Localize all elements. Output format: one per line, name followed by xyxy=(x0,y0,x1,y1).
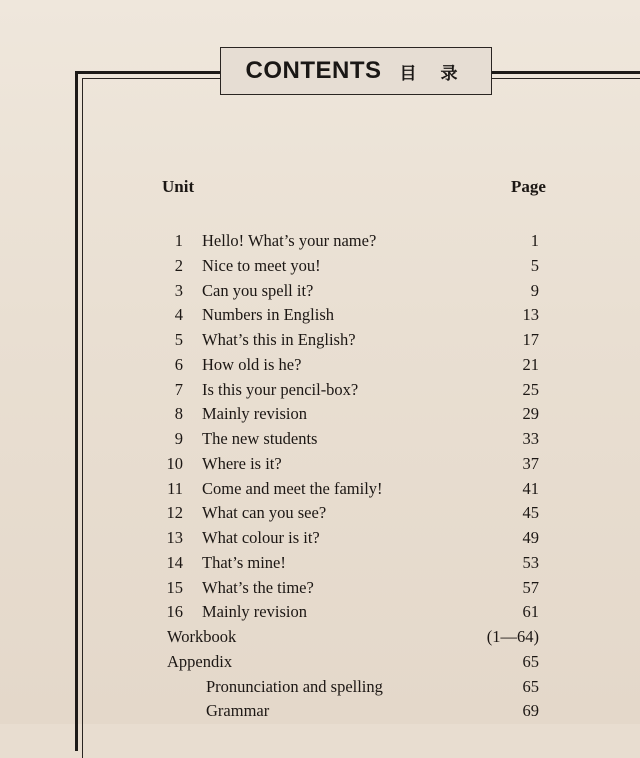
toc-entry xyxy=(0,355,640,379)
page-number: 61 xyxy=(522,602,539,622)
entry-title: Appendix xyxy=(167,651,233,671)
page-number: 17 xyxy=(522,330,539,349)
page-number: 49 xyxy=(522,528,539,547)
page-number: 13 xyxy=(522,305,539,325)
unit-number: 12 xyxy=(166,503,183,523)
page-number: 29 xyxy=(522,404,539,424)
unit-number: 10 xyxy=(166,453,183,473)
unit-number: 3 xyxy=(174,280,183,300)
entry-title: What colour is it? xyxy=(202,528,320,547)
entry-title: What’s the time? xyxy=(202,577,314,597)
unit-number: 9 xyxy=(174,429,183,448)
toc-entry xyxy=(0,627,640,651)
page-number: 37 xyxy=(522,453,539,473)
page-number: 9 xyxy=(530,280,539,300)
toc-entry xyxy=(0,602,640,626)
contents-title: CONTENTS xyxy=(245,57,382,84)
toc-entry xyxy=(0,578,640,602)
page-number: 5 xyxy=(530,255,539,275)
contents-title-box xyxy=(220,47,492,95)
unit-number: 11 xyxy=(167,478,183,498)
unit-number: 6 xyxy=(174,354,183,374)
entry-title: Where is it? xyxy=(202,453,282,473)
toc-entry xyxy=(0,404,640,428)
toc-entry xyxy=(0,528,640,552)
page-number: 65 xyxy=(522,676,539,696)
page-number: 65 xyxy=(522,651,539,671)
entry-title: What can you see? xyxy=(202,503,327,523)
page-number: (1—64) xyxy=(486,627,539,646)
toc-entry xyxy=(0,429,640,453)
entry-title: Nice to meet you! xyxy=(202,255,321,275)
toc-entry xyxy=(0,330,640,354)
entry-title: Mainly revision xyxy=(202,602,307,622)
unit-column-header: Unit xyxy=(162,177,195,196)
toc-entry xyxy=(0,503,640,527)
entry-title: Workbook xyxy=(167,627,237,646)
page-number: 1 xyxy=(530,231,539,250)
page-number: 69 xyxy=(522,701,539,721)
entry-title: Numbers in English xyxy=(202,305,334,325)
page-number: 41 xyxy=(522,478,539,498)
entry-title: Mainly revision xyxy=(202,404,307,424)
toc-entry xyxy=(0,701,640,725)
toc-entry xyxy=(0,305,640,329)
unit-number: 8 xyxy=(174,404,183,424)
entry-title: The new students xyxy=(202,429,318,448)
page-number: 25 xyxy=(522,379,539,399)
page-number: 33 xyxy=(522,429,539,448)
entry-title: Grammar xyxy=(206,701,270,721)
page-number: 53 xyxy=(522,552,539,572)
toc-entry xyxy=(0,677,640,701)
toc-entry xyxy=(0,281,640,305)
unit-number: 15 xyxy=(166,577,183,597)
toc-entry xyxy=(0,231,640,255)
unit-number: 1 xyxy=(174,231,183,250)
toc-entry xyxy=(0,454,640,478)
contents-title-chinese: 目 录 xyxy=(399,63,467,84)
unit-number: 16 xyxy=(166,602,183,622)
unit-number: 14 xyxy=(166,552,183,572)
entry-title: How old is he? xyxy=(202,354,302,374)
entry-title: Come and meet the family! xyxy=(202,478,383,498)
entry-title: Hello! What’s your name? xyxy=(202,231,377,250)
entry-title: What’s this in English? xyxy=(202,330,356,349)
entry-title: That’s mine! xyxy=(202,552,286,572)
page-number: 45 xyxy=(522,503,539,523)
toc-entry xyxy=(0,652,640,676)
page-number: 57 xyxy=(522,577,539,597)
unit-number: 13 xyxy=(166,528,183,547)
unit-number: 5 xyxy=(174,330,183,349)
entry-title: Is this your pencil-box? xyxy=(202,379,359,399)
entry-title: Pronunciation and spelling xyxy=(206,676,383,696)
unit-number: 7 xyxy=(174,379,183,399)
page-number: 21 xyxy=(522,354,539,374)
toc-entry xyxy=(0,479,640,503)
toc-entry xyxy=(0,380,640,404)
entry-title: Can you spell it? xyxy=(202,280,314,300)
toc-entry xyxy=(0,256,640,280)
page-column-header: Page xyxy=(511,177,546,196)
unit-number: 2 xyxy=(174,255,183,275)
unit-number: 4 xyxy=(174,305,183,325)
toc-entry xyxy=(0,553,640,577)
